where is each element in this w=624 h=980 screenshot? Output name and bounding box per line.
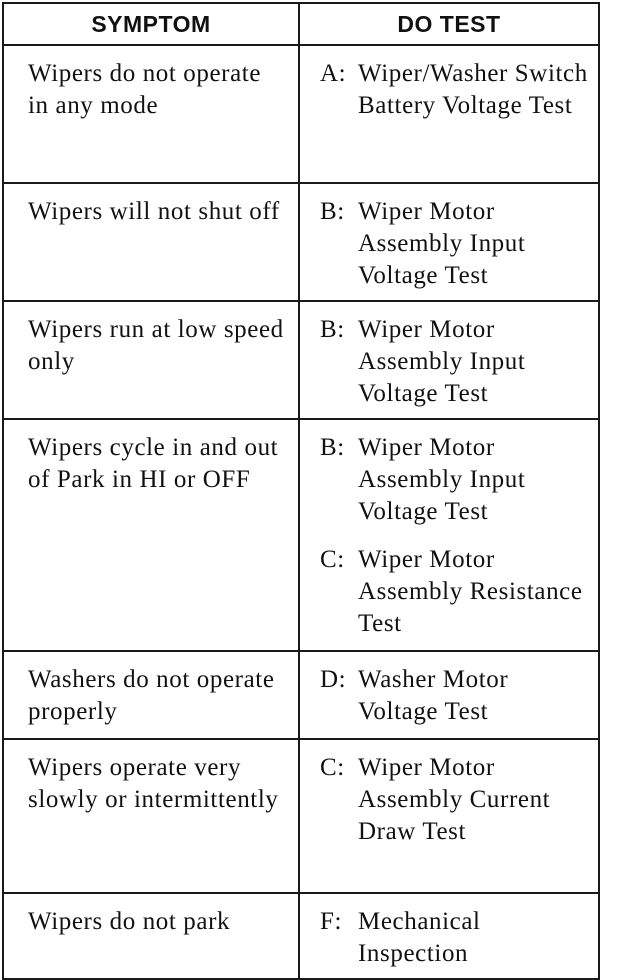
symptom-cell: Wipers do not park	[3, 893, 299, 979]
test-cell	[299, 301, 599, 419]
test-description: Wiper Motor Assembly Input Voltage Test	[358, 434, 526, 525]
symptom-test-table	[2, 2, 600, 980]
test-description: Wiper Motor Assembly Current Draw Test	[358, 754, 551, 845]
table-row	[3, 419, 599, 651]
test-entry	[320, 58, 592, 122]
symptom-cell: Wipers operate very slowly or intermittently	[3, 739, 299, 893]
test-description: Wiper/Washer Switch Battery Voltage Test	[358, 60, 588, 119]
test-code: B:	[320, 316, 345, 343]
test-entry	[320, 314, 592, 410]
symptom-column-header: SYMPTOM	[3, 3, 299, 45]
table-row	[3, 893, 599, 979]
test-code: C:	[320, 754, 345, 781]
test-description: Wiper Motor Assembly Input Voltage Test	[358, 198, 526, 289]
test-cell	[299, 183, 599, 301]
test-entry	[320, 544, 592, 640]
test-description: Mechanical Inspection	[358, 908, 481, 967]
symptom-cell: Wipers cycle in and out of Park in HI or OFF	[3, 419, 299, 651]
test-cell	[299, 45, 599, 183]
test-description: Washer Motor Voltage Test	[358, 666, 509, 725]
test-description: Wiper Motor Assembly Input Voltage Test	[358, 316, 526, 407]
test-code: D:	[320, 666, 347, 693]
test-code: B:	[320, 198, 345, 225]
symptom-cell: Wipers will not shut off	[3, 183, 299, 301]
test-entry	[320, 196, 592, 292]
symptom-cell: Wipers run at low speed only	[3, 301, 299, 419]
table-row	[3, 651, 599, 739]
test-code: A:	[320, 60, 347, 87]
test-cell	[299, 419, 599, 651]
table-row	[3, 739, 599, 893]
test-code: C:	[320, 546, 345, 573]
table-row	[3, 183, 599, 301]
test-entry	[320, 906, 592, 970]
test-entry	[320, 664, 592, 728]
test-cell	[299, 651, 599, 739]
header-row	[3, 3, 599, 45]
symptom-cell: Wipers do not operate in any mode	[3, 45, 299, 183]
test-code: F:	[320, 908, 343, 935]
do-test-column-header: DO TEST	[299, 3, 599, 45]
test-cell	[299, 739, 599, 893]
test-code: B:	[320, 434, 345, 461]
test-entry	[320, 752, 592, 848]
test-cell	[299, 893, 599, 979]
test-entry	[320, 432, 592, 528]
test-description: Wiper Motor Assembly Resistance Test	[358, 546, 583, 637]
symptom-test-table-container	[2, 2, 598, 968]
table-row	[3, 45, 599, 183]
symptom-cell: Washers do not operate properly	[3, 651, 299, 739]
table-row	[3, 301, 599, 419]
